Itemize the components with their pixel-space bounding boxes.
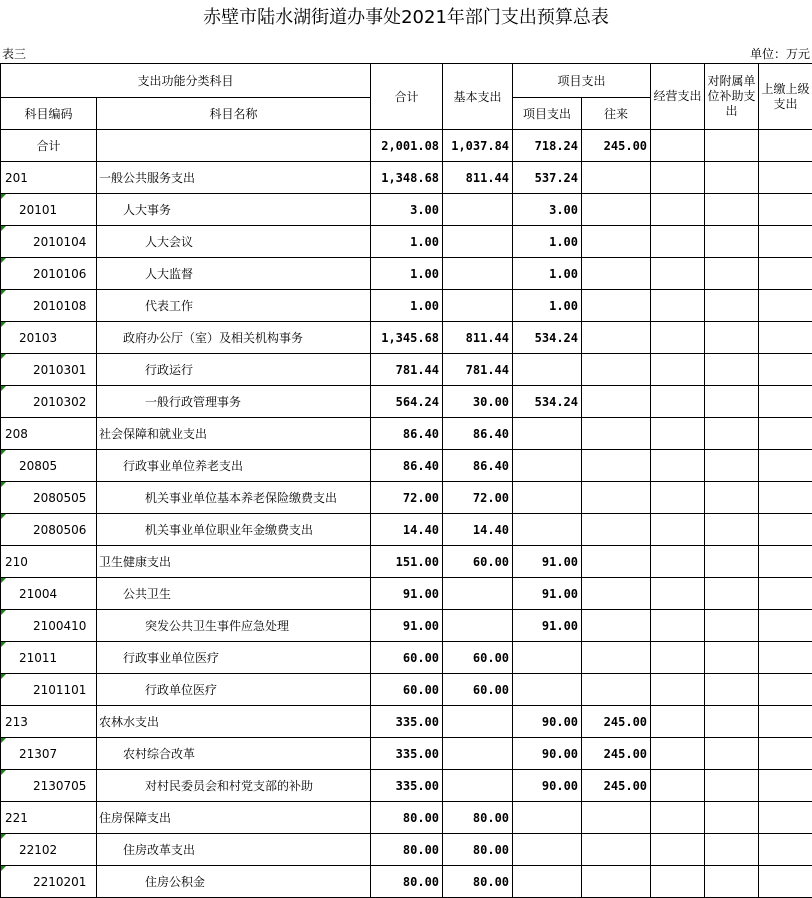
row-code: 208 [1,418,97,450]
header-name: 科目名称 [97,98,371,130]
row-transfer [582,386,651,418]
row-subsidy [705,450,759,482]
row-upper [759,258,812,290]
row-transfer [582,418,651,450]
row-upper [759,514,812,546]
total-upper [759,130,812,162]
row-total: 80.00 [371,802,443,834]
row-upper [759,770,812,802]
row-transfer [582,354,651,386]
row-upper [759,610,812,642]
row-project [513,450,582,482]
row-basic [443,290,513,322]
total-basic: 1,037.84 [443,130,513,162]
row-subsidy [705,514,759,546]
total-transfer: 245.00 [582,130,651,162]
table-row [1,290,812,322]
row-name: 住房改革支出 [97,834,371,866]
row-basic [443,578,513,610]
table-row [1,482,812,514]
row-project [513,834,582,866]
header-func-class: 支出功能分类科目 [1,64,371,98]
row-operating [651,226,705,258]
row-project [513,418,582,450]
total-subsidy [705,130,759,162]
table-row [1,770,812,802]
total-name-cell [97,130,371,162]
row-code: 201 [1,162,97,194]
row-operating [651,866,705,898]
row-operating [651,290,705,322]
row-code: 210 [1,546,97,578]
table-row [1,610,812,642]
row-upper [759,482,812,514]
header-code: 科目编码 [1,98,97,130]
table-row [1,322,812,354]
row-basic: 60.00 [443,546,513,578]
row-upper [759,642,812,674]
row-basic: 72.00 [443,482,513,514]
row-code: 2080506 [1,514,97,546]
total-row [1,130,812,162]
header-subsidy: 对附属单位补助支出 [705,64,759,130]
header-transfer: 往来 [582,98,651,130]
row-name: 一般公共服务支出 [97,162,371,194]
row-upper [759,450,812,482]
row-total: 335.00 [371,738,443,770]
row-transfer: 245.00 [582,706,651,738]
row-subsidy [705,258,759,290]
row-code: 2010301 [1,354,97,386]
row-code: 213 [1,706,97,738]
page-title: 赤壁市陆水湖街道办事处2021年部门支出预算总表 [0,0,812,36]
row-project [513,866,582,898]
table-row [1,194,812,226]
row-basic [443,738,513,770]
row-project: 1.00 [513,290,582,322]
row-name: 机关事业单位基本养老保险缴费支出 [97,482,371,514]
header-upper: 上缴上级支出 [759,64,812,130]
row-project: 90.00 [513,706,582,738]
row-project [513,642,582,674]
row-transfer [582,674,651,706]
row-name: 对村民委员会和村党支部的补助 [97,770,371,802]
row-code: 2010302 [1,386,97,418]
row-code: 2080505 [1,482,97,514]
row-operating [651,386,705,418]
table-row [1,162,812,194]
row-code: 2101101 [1,674,97,706]
row-basic [443,706,513,738]
row-basic [443,610,513,642]
row-transfer [582,482,651,514]
table-row [1,514,812,546]
row-basic: 781.44 [443,354,513,386]
row-basic: 811.44 [443,162,513,194]
table-row [1,738,812,770]
row-total: 91.00 [371,578,443,610]
row-upper [759,866,812,898]
row-name: 政府办公厅（室）及相关机构事务 [97,322,371,354]
row-operating [651,610,705,642]
row-code: 21307 [1,738,97,770]
unit-label: 单位：万元 [750,46,810,62]
row-subsidy [705,770,759,802]
row-operating [651,194,705,226]
row-subsidy [705,322,759,354]
row-operating [651,514,705,546]
row-project: 1.00 [513,258,582,290]
row-upper [759,674,812,706]
row-project: 534.24 [513,322,582,354]
row-subsidy [705,482,759,514]
row-upper [759,738,812,770]
row-basic: 30.00 [443,386,513,418]
row-basic [443,258,513,290]
row-name: 住房公积金 [97,866,371,898]
row-total: 14.40 [371,514,443,546]
row-basic: 60.00 [443,642,513,674]
row-operating [651,546,705,578]
row-name: 人大会议 [97,226,371,258]
table-row [1,386,812,418]
total-label: 合计 [1,130,97,162]
row-operating [651,354,705,386]
row-basic [443,226,513,258]
row-name: 行政事业单位医疗 [97,642,371,674]
table-row [1,450,812,482]
row-transfer [582,802,651,834]
table-row [1,642,812,674]
row-upper [759,706,812,738]
row-basic: 80.00 [443,834,513,866]
row-code: 2100410 [1,610,97,642]
header-project: 项目支出 [513,98,582,130]
row-subsidy [705,354,759,386]
row-transfer [582,866,651,898]
row-project [513,354,582,386]
row-subsidy [705,386,759,418]
row-name: 机关事业单位职业年金缴费支出 [97,514,371,546]
row-name: 社会保障和就业支出 [97,418,371,450]
row-project: 90.00 [513,770,582,802]
row-subsidy [705,418,759,450]
header-total: 合计 [371,64,443,130]
budget-table [0,63,812,898]
row-transfer: 245.00 [582,738,651,770]
row-code: 2010106 [1,258,97,290]
row-subsidy [705,834,759,866]
row-project: 91.00 [513,578,582,610]
row-upper [759,290,812,322]
row-subsidy [705,226,759,258]
row-transfer [582,610,651,642]
row-code: 221 [1,802,97,834]
row-transfer [582,258,651,290]
total-project: 718.24 [513,130,582,162]
row-project: 1.00 [513,226,582,258]
table-row [1,834,812,866]
table-row [1,674,812,706]
row-project: 90.00 [513,738,582,770]
row-subsidy [705,866,759,898]
row-code: 21011 [1,642,97,674]
row-subsidy [705,194,759,226]
row-total: 1.00 [371,258,443,290]
row-total: 60.00 [371,674,443,706]
row-upper [759,802,812,834]
row-total: 80.00 [371,866,443,898]
row-basic: 14.40 [443,514,513,546]
row-total: 1,348.68 [371,162,443,194]
row-total: 564.24 [371,386,443,418]
row-name: 行政事业单位养老支出 [97,450,371,482]
row-operating [651,418,705,450]
row-name: 人大事务 [97,194,371,226]
table-row [1,418,812,450]
row-code: 21004 [1,578,97,610]
row-code: 2130705 [1,770,97,802]
row-code: 20805 [1,450,97,482]
table-row [1,226,812,258]
row-name: 人大监督 [97,258,371,290]
row-name: 代表工作 [97,290,371,322]
row-subsidy [705,546,759,578]
row-total: 60.00 [371,642,443,674]
table-row [1,546,812,578]
row-total: 3.00 [371,194,443,226]
row-name: 公共卫生 [97,578,371,610]
row-basic: 60.00 [443,674,513,706]
row-name: 卫生健康支出 [97,546,371,578]
row-project [513,514,582,546]
row-code: 2210201 [1,866,97,898]
row-operating [651,450,705,482]
row-name: 行政运行 [97,354,371,386]
row-total: 80.00 [371,834,443,866]
row-total: 86.40 [371,450,443,482]
header-operating: 经营支出 [651,64,705,130]
table-row [1,354,812,386]
table-row [1,802,812,834]
row-name: 农林水支出 [97,706,371,738]
row-operating [651,162,705,194]
row-code: 20103 [1,322,97,354]
row-name: 行政单位医疗 [97,674,371,706]
row-code: 2010108 [1,290,97,322]
row-upper [759,418,812,450]
row-transfer [582,322,651,354]
row-transfer [582,514,651,546]
row-total: 1.00 [371,290,443,322]
row-upper [759,354,812,386]
row-basic: 86.40 [443,418,513,450]
row-basic: 80.00 [443,866,513,898]
row-operating [651,802,705,834]
row-upper [759,322,812,354]
row-subsidy [705,290,759,322]
row-transfer [582,290,651,322]
row-code: 22102 [1,834,97,866]
row-total: 72.00 [371,482,443,514]
row-name: 住房保障支出 [97,802,371,834]
table-number: 表三 [2,46,26,62]
header-basic: 基本支出 [443,64,513,130]
row-project: 537.24 [513,162,582,194]
row-operating [651,482,705,514]
row-transfer [582,450,651,482]
row-upper [759,226,812,258]
row-code: 2010104 [1,226,97,258]
row-transfer: 245.00 [582,770,651,802]
row-operating [651,738,705,770]
row-project [513,674,582,706]
header-project-group: 项目支出 [513,64,651,98]
row-project: 3.00 [513,194,582,226]
row-operating [651,770,705,802]
row-total: 781.44 [371,354,443,386]
row-total: 335.00 [371,770,443,802]
row-operating [651,642,705,674]
row-subsidy [705,738,759,770]
row-operating [651,578,705,610]
row-upper [759,194,812,226]
row-operating [651,258,705,290]
table-row [1,258,812,290]
row-subsidy [705,706,759,738]
row-operating [651,834,705,866]
row-transfer [582,642,651,674]
row-basic [443,770,513,802]
row-basic: 86.40 [443,450,513,482]
row-operating [651,322,705,354]
row-upper [759,386,812,418]
row-transfer [582,194,651,226]
row-basic: 811.44 [443,322,513,354]
row-basic [443,194,513,226]
row-subsidy [705,578,759,610]
row-transfer [582,162,651,194]
row-upper [759,546,812,578]
row-total: 1,345.68 [371,322,443,354]
table-row [1,706,812,738]
table-row [1,578,812,610]
total-total: 2,001.08 [371,130,443,162]
row-operating [651,706,705,738]
row-project: 91.00 [513,546,582,578]
row-total: 91.00 [371,610,443,642]
row-subsidy [705,802,759,834]
row-name: 突发公共卫生事件应急处理 [97,610,371,642]
row-subsidy [705,674,759,706]
row-name: 一般行政管理事务 [97,386,371,418]
row-total: 86.40 [371,418,443,450]
row-code: 20101 [1,194,97,226]
table-row [1,866,812,898]
total-operating [651,130,705,162]
row-transfer [582,578,651,610]
row-total: 335.00 [371,706,443,738]
row-upper [759,162,812,194]
row-subsidy [705,610,759,642]
row-name: 农村综合改革 [97,738,371,770]
row-basic: 80.00 [443,802,513,834]
row-operating [651,674,705,706]
row-project: 91.00 [513,610,582,642]
row-upper [759,578,812,610]
row-transfer [582,226,651,258]
row-project [513,802,582,834]
row-transfer [582,834,651,866]
row-project: 534.24 [513,386,582,418]
row-project [513,482,582,514]
row-transfer [582,546,651,578]
row-upper [759,834,812,866]
row-total: 151.00 [371,546,443,578]
row-total: 1.00 [371,226,443,258]
row-subsidy [705,642,759,674]
row-subsidy [705,162,759,194]
